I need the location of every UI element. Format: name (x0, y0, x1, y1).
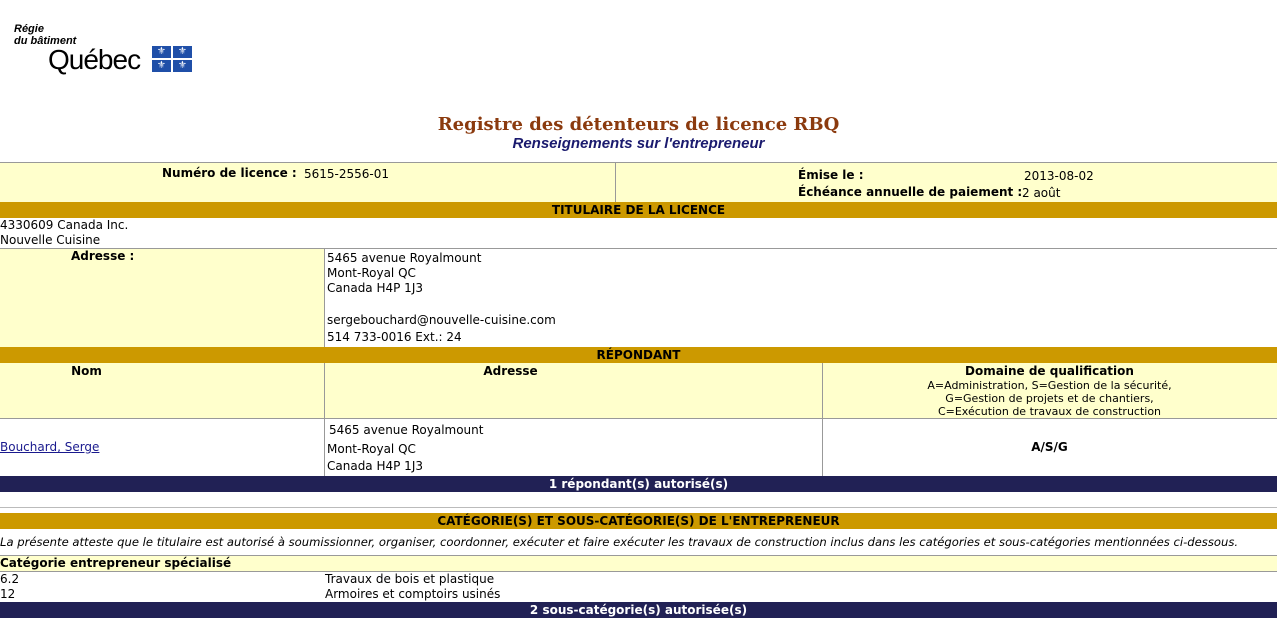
divider (324, 249, 325, 347)
subcategory-label: Armoires et comptoirs usinés (325, 587, 501, 601)
domain-legend-line: C=Exécution de travaux de construction (937, 405, 1162, 418)
divider (0, 418, 1277, 419)
logo-line-2: du bâtiment (14, 35, 77, 47)
col-address-header: Adresse (483, 364, 538, 378)
divider (0, 571, 1277, 572)
subcategory-label: Travaux de bois et plastique (325, 572, 495, 586)
subcategory-code: 12 (0, 587, 16, 601)
category-title: Catégorie entrepreneur spécialisé (0, 556, 232, 570)
holder-email: sergebouchard@nouvelle-cuisine.com (327, 313, 556, 327)
quebec-flag-icon: ⚜ ⚜ ⚜ ⚜ (152, 46, 192, 72)
license-number: 5615-2556-01 (304, 167, 390, 181)
holder-trade-name: Nouvelle Cuisine (0, 233, 101, 247)
page-title: Registre des détenteurs de licence RBQ (437, 114, 840, 135)
holder-section-header: TITULAIRE DE LA LICENCE (0, 202, 1277, 218)
logo-line-1: Régie (14, 23, 44, 35)
holder-address-line: 5465 avenue Royalmount (327, 251, 482, 265)
divider (615, 162, 616, 202)
divider (0, 507, 1277, 508)
issued-label: Émise le : (798, 168, 864, 182)
col-name-header: Nom (71, 364, 102, 378)
subcategory-count-bar: 2 sous-catégorie(s) autorisée(s) (0, 602, 1277, 618)
due-date: 2 août (1022, 186, 1061, 200)
respondent-address-line: Canada H4P 1J3 (327, 459, 423, 473)
categories-notice: La présente atteste que le titulaire est autorisé à soumissionner, organiser, coordonner, exécuter et faire exécuter les travaux de construction inclus dans les catégories et sous-catégories mentionnées ci-dessous. (0, 535, 1239, 549)
holder-address-line: Mont-Royal QC (327, 266, 416, 280)
respondent-address-line: 5465 avenue Royalmount (329, 423, 484, 437)
page-subtitle: Renseignements sur l'entrepreneur (512, 135, 765, 152)
license-number-label: Numéro de licence : (162, 166, 297, 180)
domain-legend-line: A=Administration, S=Gestion de la sécurité, (927, 379, 1172, 392)
col-domain-header: Domaine de qualification (965, 364, 1134, 378)
holder-address-line: Canada H4P 1J3 (327, 281, 423, 295)
divider (324, 363, 325, 476)
respondent-section-header: RÉPONDANT (0, 347, 1277, 363)
respondent-address-line: Mont-Royal QC (327, 442, 416, 456)
address-label-cell (0, 249, 324, 347)
holder-name: 4330609 Canada Inc. (0, 218, 129, 232)
categories-section-header: CATÉGORIE(S) ET SOUS-CATÉGORIE(S) DE L'ENTREPRENEUR (0, 513, 1277, 529)
holder-phone: 514 733-0016 Ext.: 24 (327, 330, 462, 344)
respondent-count-bar: 1 répondant(s) autorisé(s) (0, 476, 1277, 492)
respondent-name-link[interactable]: Bouchard, Serge (0, 440, 100, 454)
issued-date: 2013-08-02 (1024, 169, 1094, 183)
subcategory-code: 6.2 (0, 572, 20, 586)
logo-quebec: Québec (48, 44, 141, 75)
address-label: Adresse : (71, 249, 135, 263)
respondent-domain: A/S/G (1031, 440, 1068, 454)
due-label: Échéance annuelle de paiement : (798, 185, 1023, 199)
domain-legend-line: G=Gestion de projets et de chantiers, (945, 392, 1154, 405)
